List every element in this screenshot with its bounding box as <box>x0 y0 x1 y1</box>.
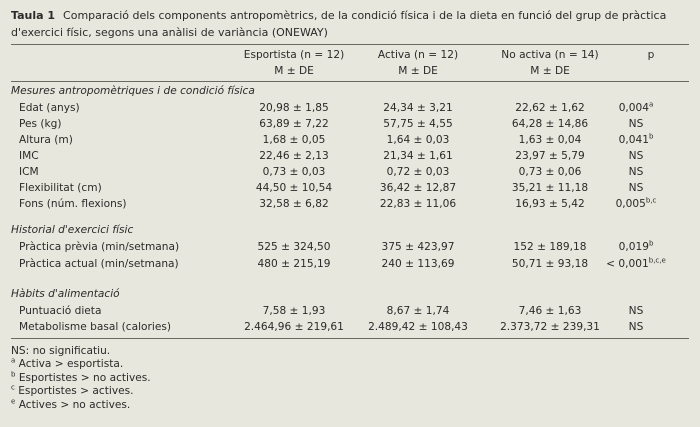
cell-p: 0,019$^b$ <box>618 239 654 253</box>
cell-p: < $0,001^{b,c,e}$ <box>606 256 666 270</box>
row-label: Puntuació dieta <box>19 305 102 317</box>
row-label: ICM <box>19 166 39 178</box>
footnote-mark: e <box>11 397 16 406</box>
cell-esportista: 2.464,96 ± 219,61 <box>244 321 344 333</box>
footnote-mark: b <box>648 132 654 141</box>
cell-activa: 0,72 ± 0,03 <box>386 166 450 178</box>
cell-p: NS <box>628 305 644 317</box>
footnote-mark: a <box>11 356 16 365</box>
cell-esportista: 22,46 ± 2,13 <box>259 150 329 162</box>
section-title: Mesures antropomètriques i de condició física <box>11 85 255 97</box>
row-label: Pràctica actual (min/setmana) <box>19 258 179 270</box>
header-esportista: Esportista (n = 12) <box>243 49 345 61</box>
row-label: Fons (núm. flexions) <box>19 198 127 210</box>
subheader-esportista: M ± DE <box>274 65 314 77</box>
header-activa: Activa (n = 12) <box>377 49 459 61</box>
cell-esportista: 20,98 ± 1,85 <box>259 102 329 114</box>
cell-no-activa: 1,63 ± 0,04 <box>518 134 582 146</box>
footnote-a: $^a$ Activa > esportista. <box>11 356 124 371</box>
footnote-mark: b <box>11 370 16 379</box>
cell-p: 0,041$^b$ <box>618 132 654 146</box>
cell-no-activa: 50,71 ± 93,18 <box>511 258 589 270</box>
cell-p: NS <box>628 118 644 130</box>
top-rule <box>11 44 689 45</box>
cell-p: 0,005$^{b,c}$ <box>615 196 657 210</box>
cell-no-activa: 22,62 ± 1,62 <box>515 102 585 114</box>
cell-no-activa: 35,21 ± 11,18 <box>511 182 589 194</box>
cell-activa: 24,34 ± 3,21 <box>383 102 453 114</box>
cell-esportista: 0,73 ± 0,03 <box>262 166 326 178</box>
row-label: Edat (anys) <box>19 102 80 114</box>
cell-esportista: 1,68 ± 0,05 <box>262 134 326 146</box>
cell-activa: 36,42 ± 12,87 <box>379 182 457 194</box>
section-title: Hàbits d'alimentació <box>11 288 120 300</box>
table-caption-text: Comparació dels components antropomètrics, de la condició física i de la dieta en funció del grup de pràctica d'exercici físic, segons una anàlisi de variància (ONEWAY) <box>11 9 667 39</box>
header-no-activa: No activa (n = 14) <box>501 49 599 61</box>
cell-no-activa: 23,97 ± 5,79 <box>515 150 585 162</box>
header-rule <box>11 81 689 82</box>
footnotes <box>11 345 151 412</box>
footnote-mark: b,c <box>645 196 657 205</box>
section-title: Historial d'exercici físic <box>11 224 134 236</box>
cell-esportista: 63,89 ± 7,22 <box>259 118 329 130</box>
row-label: Flexibilitat (cm) <box>19 182 102 194</box>
cell-activa: 22,83 ± 11,06 <box>379 198 457 210</box>
cell-activa: 2.489,42 ± 108,43 <box>368 321 468 333</box>
header-p: p <box>647 49 655 61</box>
footnote-ns: NS: no significatiu. <box>11 345 111 357</box>
cell-activa: 240 ± 113,69 <box>381 258 455 270</box>
row-label: Pràctica prèvia (min/setmana) <box>19 241 180 253</box>
cell-activa: 8,67 ± 1,74 <box>386 305 450 317</box>
cell-no-activa: 0,73 ± 0,06 <box>518 166 582 178</box>
cell-no-activa: 152 ± 189,18 <box>513 241 587 253</box>
cell-no-activa: 2.373,72 ± 239,31 <box>500 321 600 333</box>
table-caption <box>11 7 691 41</box>
cell-p: NS <box>628 150 644 162</box>
footnote-b: $^b$ Esportistes > no actives. <box>11 370 151 384</box>
table-number: Taula 1 <box>11 9 56 22</box>
cell-p: 0,004$^a$ <box>618 100 654 114</box>
cell-esportista: 44,50 ± 10,54 <box>255 182 333 194</box>
row-label: Altura (m) <box>19 134 73 146</box>
cell-activa: 375 ± 423,97 <box>381 241 455 253</box>
footnote-mark: c <box>11 383 15 392</box>
bottom-rule <box>11 338 689 339</box>
footnote-e: $^e$ Actives > no actives. <box>11 397 131 411</box>
subheader-activa: M ± DE <box>398 65 438 77</box>
footnote-c: $^c$ Esportistes > actives. <box>11 383 134 398</box>
cell-esportista: 525 ± 324,50 <box>257 241 331 253</box>
cell-p: NS <box>628 321 644 333</box>
row-label: Metabolisme basal (calories) <box>19 321 172 333</box>
cell-p: NS <box>628 166 644 178</box>
row-label: Pes (kg) <box>19 118 62 130</box>
cell-activa: 1,64 ± 0,03 <box>386 134 450 146</box>
cell-esportista: 480 ± 215,19 <box>257 258 331 270</box>
footnote-mark: b <box>648 239 654 248</box>
cell-esportista: 32,58 ± 6,82 <box>259 198 329 210</box>
cell-activa: 57,75 ± 4,55 <box>383 118 453 130</box>
footnote-mark: b,c,e <box>648 256 666 265</box>
footnote-mark: a <box>649 100 654 109</box>
cell-p: NS <box>628 182 644 194</box>
cell-esportista: 7,58 ± 1,93 <box>262 305 326 317</box>
cell-no-activa: 16,93 ± 5,42 <box>515 198 585 210</box>
row-label: IMC <box>19 150 39 162</box>
cell-no-activa: 7,46 ± 1,63 <box>518 305 582 317</box>
cell-activa: 21,34 ± 1,61 <box>383 150 453 162</box>
subheader-no-activa: M ± DE <box>530 65 570 77</box>
cell-no-activa: 64,28 ± 14,86 <box>511 118 589 130</box>
